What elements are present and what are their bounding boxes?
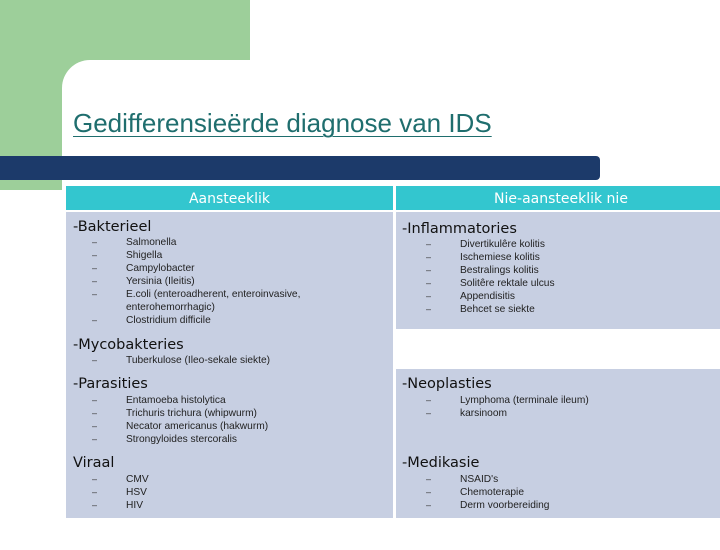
category-bacterial: -Bakterieel [73,219,152,235]
list-item-continuation: enterohemorrhagic) [126,302,215,313]
dash-bullet: – [426,500,432,510]
list-item: – Lymphoma (terminale ileum) [426,395,589,406]
list-item: – Divertikulêre kolitis [426,239,545,250]
dash-bullet: – [92,421,98,431]
list-item: – Entamoeba histolytica [92,395,226,406]
dash-bullet: – [426,239,432,249]
dash-bullet: – [92,434,98,444]
category-neoplastic: -Neoplasties [402,376,492,392]
list-item: – NSAID's [426,474,499,485]
dash-bullet: – [92,474,98,484]
dash-bullet: – [92,500,98,510]
list-item: – karsinoom [426,408,507,419]
list-item: – CMV [92,474,149,485]
dash-bullet: – [92,263,98,273]
dash-bullet: – [426,487,432,497]
list-inflammatory [426,238,555,316]
list-item: – Bestralings kolitis [426,265,539,276]
dash-bullet: – [92,355,98,365]
slide-title: Gedifferensieërde diagnose van IDS [73,108,492,138]
list-parasitic [92,394,268,446]
dash-bullet: – [92,250,98,260]
category-parasitic: -Parasities [73,376,148,392]
title-accent-bar [0,156,600,180]
list-item: – Clostridium difficile [92,315,211,326]
list-item: – Campylobacter [92,263,195,274]
list-bacterial [92,236,300,327]
list-item: – Solitêre rektale ulcus [426,278,555,289]
list-item: – Trichuris trichura (whipwurm) [92,408,257,419]
dash-bullet: – [92,487,98,497]
header-non-infectious: Nie-aansteeklik nie [396,186,720,210]
list-item: – Shigella [92,250,163,261]
list-item: – Strongyloides stercoralis [92,434,237,445]
list-item: – HSV [92,487,147,498]
list-viral [92,473,149,512]
list-neoplastic [426,394,589,420]
list-item: – Chemoterapie [426,487,524,498]
dash-bullet: – [92,395,98,405]
dash-bullet: – [92,408,98,418]
list-item: – Tuberkulose (Ileo-sekale siekte) [92,355,271,366]
list-item: – Appendisitis [426,291,515,302]
category-viral: Viraal [73,455,115,471]
list-item: – Necator americanus (hakwurm) [92,421,269,432]
category-mycobacterial: -Mycobakteries [73,337,184,353]
header-infectious: Aansteeklik [66,186,393,210]
list-mycobacterial [92,354,270,367]
dash-bullet: – [92,289,98,299]
list-item: – Salmonella [92,237,177,248]
category-inflammatory: -Inflammatories [402,221,517,237]
list-medication [426,473,549,512]
dash-bullet: – [426,474,432,484]
dash-bullet: – [426,291,432,301]
diagnosis-table [66,186,720,520]
list-item: – Yersinia (Ileitis) [92,276,195,287]
dash-bullet: – [426,265,432,275]
list-item: – HIV [92,500,143,511]
list-item: – Behcet se siekte [426,304,535,315]
dash-bullet: – [92,237,98,247]
dash-bullet: – [426,395,432,405]
dash-bullet: – [426,408,432,418]
category-medication: -Medikasie [402,455,480,471]
dash-bullet: – [426,278,432,288]
list-item: – E.coli (enteroadherent, enteroinvasive, [92,289,301,300]
dash-bullet: – [426,252,432,262]
list-item: – Derm voorbereiding [426,500,550,511]
dash-bullet: – [426,304,432,314]
dash-bullet: – [92,315,98,325]
dash-bullet: – [92,276,98,286]
list-item: – Ischemiese kolitis [426,252,540,263]
